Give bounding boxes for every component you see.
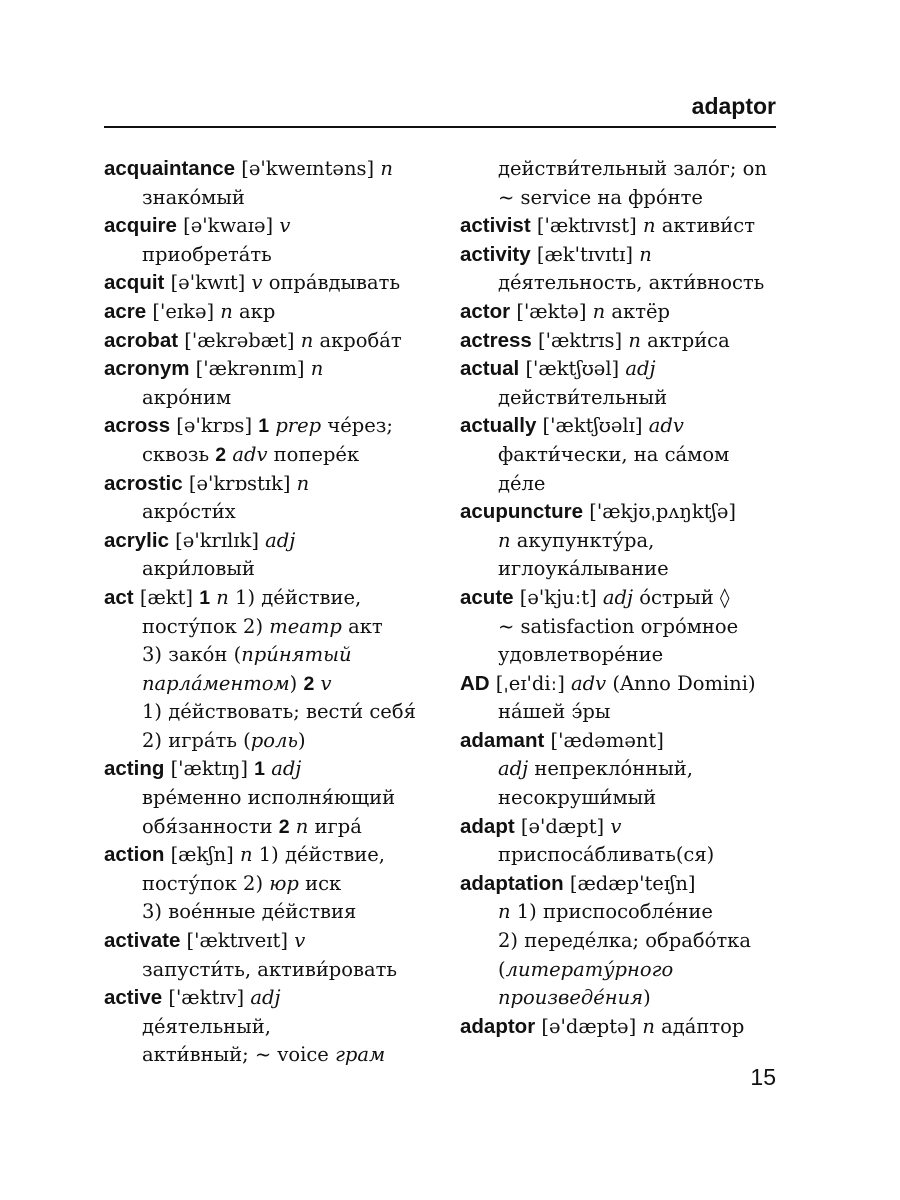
- dictionary-line: (литерату́рного: [498, 957, 674, 981]
- dictionary-line: де́ле: [498, 471, 546, 495]
- page-number: 15: [750, 1064, 776, 1090]
- dictionary-line: actress ['æktrɪs] n актри́са: [460, 328, 730, 352]
- dictionary-line: action [ækʃn] n 1) де́йствие,: [104, 843, 385, 867]
- dictionary-line: actual ['æktʃʊəl] adj: [460, 357, 656, 381]
- dictionary-line: active ['æktɪv] adj: [104, 986, 281, 1010]
- dictionary-line: посту́пок 2) театр акт: [142, 614, 383, 638]
- dictionary-line: обя́занности 2 n игра́: [142, 814, 362, 838]
- dictionary-line: ~ satisfaction огро́мное: [498, 614, 739, 638]
- dictionary-line: acronym ['ækrənɪm] n: [104, 357, 324, 381]
- dictionary-line: across [ə'krɒs] 1 prep че́рез;: [104, 414, 393, 438]
- dictionary-line: 1) де́йствовать; вести́ себя́: [142, 700, 416, 724]
- dictionary-line: иглоука́лывание: [498, 557, 669, 581]
- dictionary-line: actually ['æktʃʊəlɪ] adv: [460, 414, 684, 438]
- dictionary-line: действи́тельный: [498, 385, 668, 409]
- dictionary-line: acquire [ə'kwaɪə] v: [104, 214, 291, 238]
- dictionary-line: ~ service на фро́нте: [498, 185, 703, 209]
- dictionary-line: acrylic [ə'krɪlɪk] adj: [104, 528, 296, 552]
- dictionary-line: acting ['æktɪŋ] 1 adj: [104, 757, 302, 781]
- dictionary-line: приобрета́ть: [142, 242, 272, 266]
- dictionary-line: акти́вный; ~ voice грам: [142, 1043, 386, 1067]
- dictionary-line: acquaintance [ə'kweɪntəns] n: [104, 157, 393, 180]
- right-column: [460, 155, 790, 1041]
- dictionary-line: 3) вое́нные де́йствия: [142, 900, 357, 924]
- dictionary-line: факти́чески, на са́мом: [498, 442, 730, 466]
- page-header: [104, 92, 776, 128]
- dictionary-line: знако́мый: [142, 185, 245, 209]
- dictionary-line: actor ['æktə] n актёр: [460, 299, 671, 323]
- dictionary-line: 2) переде́лка; обрабо́тка: [498, 929, 751, 953]
- dictionary-line: adj непреклóнный,: [498, 757, 693, 781]
- dictionary-line: acquit [ə'kwɪt] v опра́вдывать: [104, 271, 401, 295]
- dictionary-line: сквозь 2 adv попере́к: [142, 442, 360, 466]
- dictionary-line: акри́ловый: [142, 557, 255, 581]
- dictionary-line: activist ['æktɪvɪst] n активи́ст: [460, 214, 755, 238]
- dictionary-line: 3) зако́н (при́нятый: [142, 643, 352, 667]
- dictionary-line: adaptation [ædæp'teɪʃn]: [460, 871, 696, 895]
- dictionary-line: act [ækt] 1 n 1) де́йствие,: [104, 585, 362, 609]
- dictionary-line: n акупункту́ра,: [498, 528, 655, 552]
- dictionary-line: activate ['æktɪveɪt] v: [104, 929, 306, 953]
- dictionary-line: 2) игра́ть (роль): [142, 728, 306, 752]
- dictionary-line: adaptor [ə'dæptə] n ада́птор: [460, 1014, 745, 1038]
- guide-word: adaptor: [691, 93, 776, 119]
- dictionary-line: adamant ['ædəmənt]: [460, 728, 664, 752]
- dictionary-line: произведе́ния): [498, 986, 651, 1010]
- dictionary-line: де́ятельный,: [142, 1014, 271, 1038]
- left-column: [104, 155, 434, 1070]
- dictionary-line: activity [æk'tɪvɪtɪ] n: [460, 242, 652, 266]
- dictionary-line: запусти́ть, активи́ровать: [142, 957, 398, 981]
- dictionary-line: acupuncture ['ækjʊˌpʌŋktʃə]: [460, 500, 736, 524]
- dictionary-line: acute [ə'kjuːt] adj о́стрый ◊: [460, 585, 730, 609]
- dictionary-line: де́ятельность, акти́вность: [498, 271, 765, 295]
- dictionary-line: adapt [ə'dæpt] v: [460, 814, 622, 838]
- dictionary-line: действи́тельный зало́г; on: [498, 157, 767, 180]
- dictionary-line: парла́ментом) 2 v: [142, 671, 332, 695]
- dictionary-line: удовлетворе́ние: [498, 643, 664, 667]
- dictionary-line: AD [ˌeɪ'diː] adv (Anno Domini): [460, 671, 756, 695]
- dictionary-line: акро́ним: [142, 385, 232, 409]
- dictionary-line: acrobat ['ækrəbæt] n акроба́т: [104, 328, 402, 352]
- dictionary-line: на́шей э́ры: [498, 700, 611, 724]
- dictionary-line: n 1) приспособле́ние: [498, 900, 713, 924]
- dictionary-line: приспоса́бливать(ся): [498, 843, 715, 867]
- dictionary-line: посту́пок 2) юр иск: [142, 871, 342, 895]
- dictionary-line: acre ['eɪkə] n акр: [104, 299, 276, 323]
- dictionary-line: несокруши́мый: [498, 786, 657, 810]
- dictionary-line: акро́сти́х: [142, 500, 236, 524]
- dictionary-line: acrostic [ə'krɒstɪk] n: [104, 471, 310, 495]
- dictionary-line: вре́менно исполня́ющий: [142, 786, 396, 810]
